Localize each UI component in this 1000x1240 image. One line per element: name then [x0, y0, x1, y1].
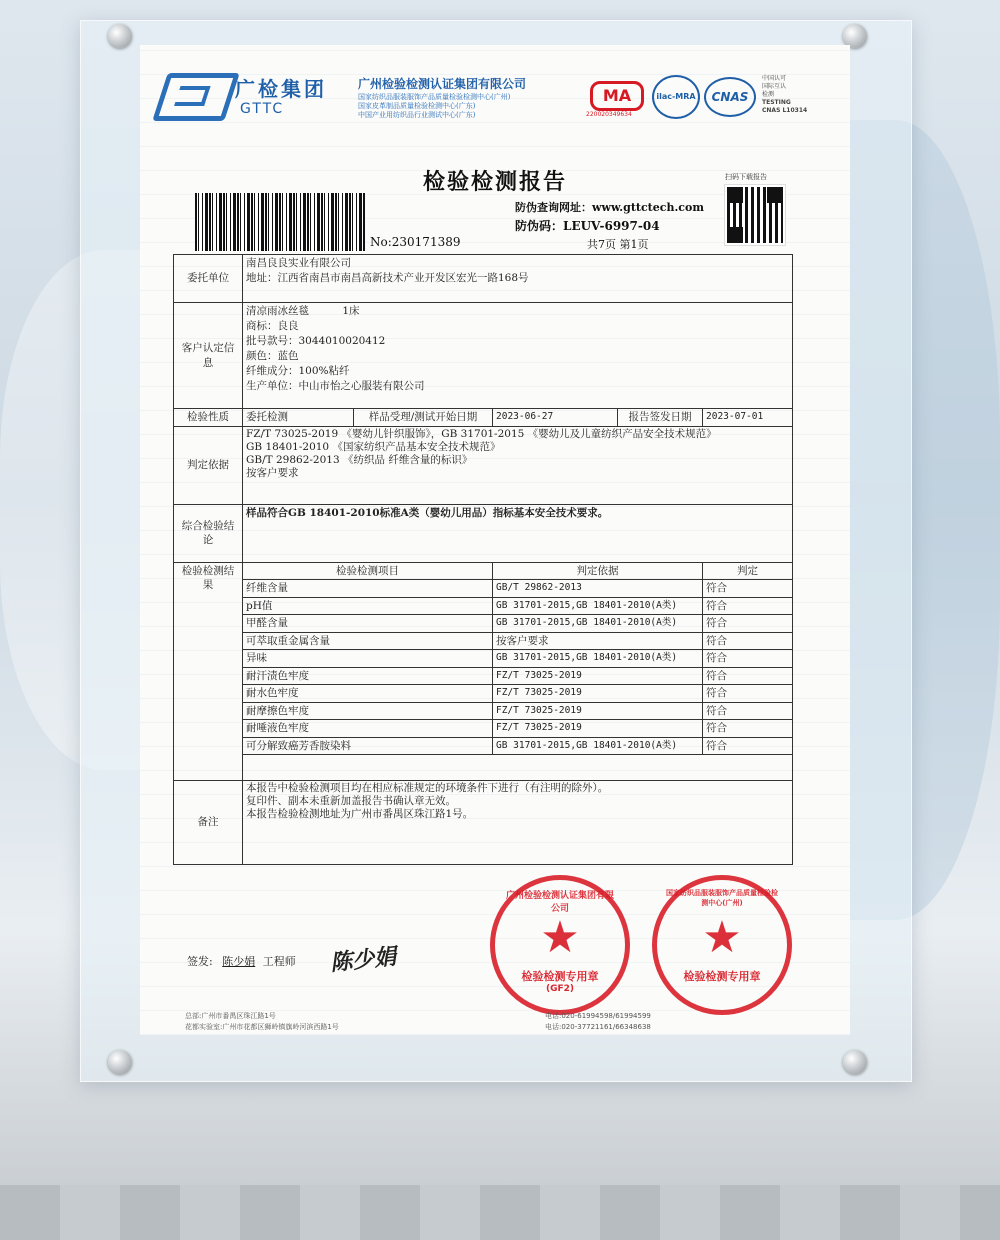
report-number: No:230171389: [370, 235, 461, 249]
row-judge: 符合: [703, 702, 793, 720]
row-judge: 符合: [703, 650, 793, 668]
info-label: 客户认定信息: [174, 303, 243, 409]
row-item: 耐唾液色牢度: [243, 720, 493, 738]
barcode-icon: [195, 193, 365, 251]
row-basis: GB 31701-2015,GB 18401-2010(A类): [493, 597, 703, 615]
info-brand: 商标：良良: [246, 320, 299, 332]
row-judge: 符合: [703, 580, 793, 598]
table-row-empty: [174, 755, 793, 781]
signer-name: 陈少娟: [222, 955, 256, 968]
row-basis: GB/T 29862-2013: [493, 580, 703, 598]
row-judge: 符合: [703, 685, 793, 703]
gttc-logo-icon: [152, 73, 240, 121]
row-judge: 符合: [703, 615, 793, 633]
row-item: 耐水色牢度: [243, 685, 493, 703]
basis-label: 判定依据: [174, 426, 243, 504]
page-info: 共7页 第1页: [587, 238, 649, 251]
remark-line: 本报告中检验检测项目均在相应标准规定的环境条件下进行（有注明的除外）。: [246, 782, 609, 794]
org-line: 国家皮革制品质量检验检测中心(广东): [358, 102, 476, 110]
cnas-text: 中国认可 国际互认 检测 TESTING CNAS L10314: [762, 75, 808, 114]
row-basis: FZ/T 73025-2019: [493, 720, 703, 738]
query-url: 防伪查询网址：www.gttctech.com: [515, 201, 704, 214]
screw-bottom-right: [843, 1050, 867, 1074]
col-judge-header: 判定: [703, 562, 793, 580]
row-judge: 符合: [703, 667, 793, 685]
info-manufacturer: 生产单位：中山市怡之心服装有限公司: [246, 380, 425, 392]
nature-label: 检验性质: [174, 409, 243, 427]
row-item: 可萃取重金属含量: [243, 632, 493, 650]
nature-value: 委托检测: [243, 409, 354, 427]
cnas-icon: CNAS: [704, 77, 756, 117]
table-row: [174, 720, 793, 738]
stamp-bottom-text: 检验检测专用章: [521, 970, 599, 983]
brand-cn: 广检集团: [235, 77, 327, 101]
table-row: [174, 650, 793, 668]
row-basis: FZ/T 73025-2019: [493, 702, 703, 720]
client-cell: [243, 255, 793, 303]
row-basis: FZ/T 73025-2019: [493, 685, 703, 703]
remark-label: 备注: [174, 781, 243, 865]
org-name: 广州检验检测认证集团有限公司: [358, 77, 527, 91]
conclusion-value: 样品符合GB 18401-2010标准A类（婴幼儿用品）指标基本安全技术要求。: [243, 504, 793, 562]
row-basis: 按客户要求: [493, 632, 703, 650]
remark-line: 本报告检验检测地址为广州市番禺区珠江路1号。: [246, 808, 474, 820]
stamp-bottom-text: 检验检测专用章: [683, 970, 761, 983]
row-item: 纤维含量: [243, 580, 493, 598]
ilac-mra-icon: ilac-MRA: [652, 75, 700, 119]
table-row: [174, 667, 793, 685]
qr-code-icon[interactable]: [725, 185, 785, 245]
issue-date: 2023-07-01: [703, 409, 793, 427]
client-address: 地址：江西省南昌市南昌高新技术产业开发区宏光一路168号: [246, 271, 529, 284]
report-title: 检验检测报告: [422, 169, 567, 195]
row-judge: 符合: [703, 720, 793, 738]
stamp-gttc: [490, 875, 630, 1015]
basis-line: 按客户要求: [246, 466, 299, 479]
client-label: 委托单位: [174, 255, 243, 303]
report-paper: [140, 45, 850, 1035]
row-judge: 符合: [703, 597, 793, 615]
row-item: 可分解致癌芳香胺染料: [243, 737, 493, 755]
issue-label: 报告签发日期: [618, 409, 703, 427]
basis-cell: [243, 426, 793, 504]
row-item: 耐摩擦色牢度: [243, 702, 493, 720]
table-row: [174, 580, 793, 598]
basis-line: FZ/T 73025-2019 《婴幼儿针织服饰》，GB 31701-2015 《婴幼儿及儿童纺织产品安全技术规范》: [246, 427, 717, 440]
brand-en: GTTC: [240, 101, 285, 117]
remark-cell: [243, 781, 793, 865]
table-row: [174, 685, 793, 703]
receive-date: 2023-06-27: [493, 409, 618, 427]
row-item: pH值: [243, 597, 493, 615]
star-icon: ★: [702, 912, 742, 963]
row-basis: GB 31701-2015,GB 18401-2010(A类): [493, 615, 703, 633]
col-basis-header: 判定依据: [493, 562, 703, 580]
result-label: 检验检测结果: [174, 562, 243, 781]
basis-line: GB 18401-2010 《国家纺织产品基本安全技术规范》: [246, 440, 501, 453]
table-row: [174, 702, 793, 720]
report-table: [173, 254, 793, 865]
table-row: [174, 597, 793, 615]
client-name: 南昌良良实业有限公司: [246, 257, 351, 269]
signature-line: [187, 953, 296, 969]
row-basis: GB 31701-2015,GB 18401-2010(A类): [493, 737, 703, 755]
row-item: 耐汗渍色牢度: [243, 667, 493, 685]
remark-line: 复印件、副本未重新加盖报告书确认章无效。: [246, 795, 456, 807]
signature-label: 签发:: [187, 955, 213, 968]
floor: [0, 1185, 1000, 1240]
footer-tel-1: 电话:020-61994598/61994599: [545, 1012, 651, 1020]
col-item-header: 检验检测项目: [243, 562, 493, 580]
table-row: [174, 737, 793, 755]
stamp-national-center: [652, 875, 792, 1015]
star-icon: ★: [540, 912, 580, 963]
signer-role: 工程师: [262, 955, 296, 968]
screw-bottom-left: [108, 1050, 132, 1074]
row-judge: 符合: [703, 632, 793, 650]
footer-hq: 总部:广州市番禺区珠江路1号: [185, 1012, 276, 1020]
stamp-arc-text: 广州检验检测认证集团有限公司: [505, 891, 614, 914]
stamp-arc-text: 国家纺织品服装服饰产品质量检验检测中心(广州): [666, 889, 778, 907]
row-judge: 符合: [703, 737, 793, 755]
basis-line: GB/T 29862-2013 《纺织品 纤维含量的标识》: [246, 453, 473, 466]
footer-tel-2: 电话:020-37721161/66348638: [545, 1023, 651, 1031]
info-color: 颜色：蓝色: [246, 350, 299, 362]
receive-label: 样品受理/测试开始日期: [354, 409, 493, 427]
info-product: 清凉雨冰丝毯 1床: [246, 305, 360, 317]
cma-number: 220020349634: [586, 111, 632, 118]
footer-lab: 花都实验室:广州市花都区狮岭镇旗岭河滨西路1号: [185, 1023, 339, 1031]
info-batch: 批号款号：3044010020412: [246, 335, 386, 347]
handwritten-signature: 陈少娟: [328, 943, 398, 977]
stamp-code: (GF2): [545, 984, 575, 994]
screw-top-left: [108, 24, 132, 48]
qr-hint: 扫码下载报告: [725, 173, 767, 181]
info-fiber: 纤维成分：100%粘纤: [246, 365, 350, 377]
info-cell: [243, 303, 793, 409]
row-basis: GB 31701-2015,GB 18401-2010(A类): [493, 650, 703, 668]
anti-fake-code: 防伪码：LEUV-6997-04: [515, 219, 660, 233]
cma-mark-icon: MA: [590, 81, 644, 111]
table-row: [174, 615, 793, 633]
row-item: 甲醛含量: [243, 615, 493, 633]
table-row: [174, 632, 793, 650]
row-basis: FZ/T 73025-2019: [493, 667, 703, 685]
row-item: 异味: [243, 650, 493, 668]
org-line: 中国产业用纺织品行业测试中心(广东): [358, 111, 476, 119]
conclusion-label: 综合检验结论: [174, 504, 243, 562]
org-line: 国家纺织品服装服饰产品质量检验检测中心(广州): [358, 93, 511, 101]
